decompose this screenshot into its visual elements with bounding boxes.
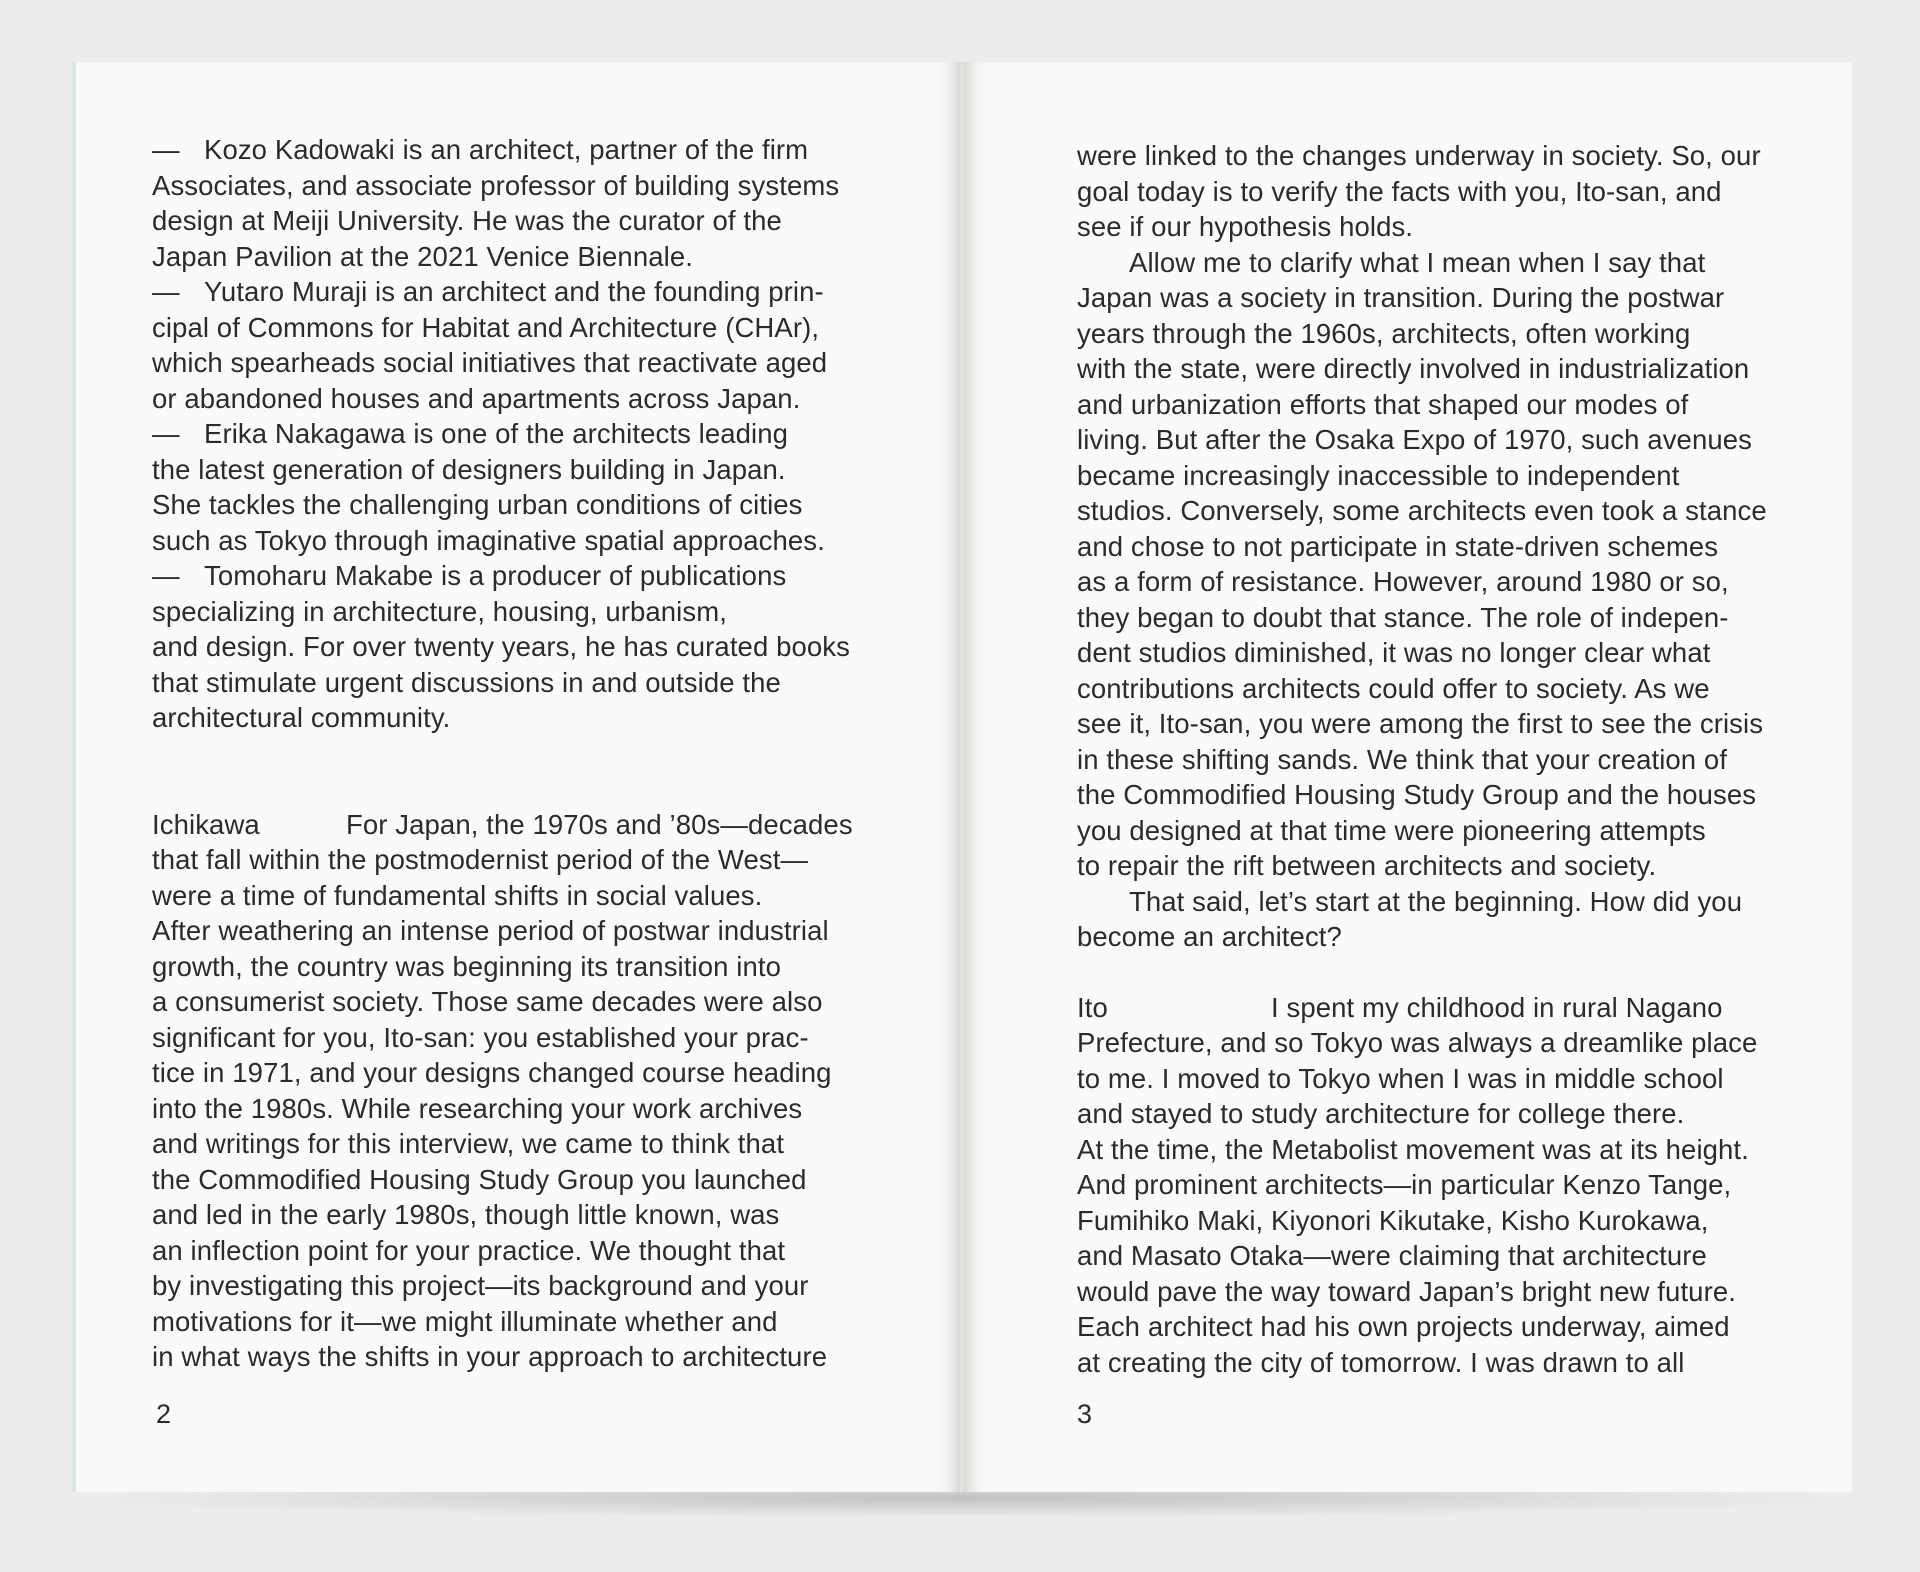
text-line: and writings for this interview, we came to think that <box>152 1128 785 1159</box>
text-line: studios. Conversely, some architects even took a stance <box>1077 495 1767 526</box>
bio-line: Yutaro Muraji is an architect and the founding prin- <box>204 276 824 307</box>
text-line: tice in 1971, and your designs changed course heading <box>152 1057 832 1088</box>
text-line: and stayed to study architecture for college there. <box>1077 1098 1685 1129</box>
section-gap <box>1077 955 1827 990</box>
bio-line: cipal of Commons for Habitat and Architecture (CHAr), <box>152 311 820 343</box>
text-line: see it, Ito-san, you were among the first to see the crisis <box>1077 708 1764 739</box>
em-dash-marker: — <box>152 134 180 165</box>
speaker-ichikawa: Ichikawa <box>152 808 260 840</box>
page-number-left: 2 <box>156 1399 172 1429</box>
text-line: living. But after the Osaka Expo of 1970, such avenues <box>1077 424 1752 455</box>
text-line: motivations for it—we might illuminate whether and <box>152 1305 778 1337</box>
text-line: they began to doubt that stance. The role of indepen- <box>1077 601 1729 633</box>
open-book <box>72 62 1852 1492</box>
bio-line: design at Meiji University. He was the curator of the <box>152 205 782 236</box>
text-line: in these shifting sands. We think that your creation of <box>1077 743 1728 775</box>
text-line: to repair the rift between architects and society. <box>1077 850 1657 881</box>
paragraph-continued <box>1077 138 1827 245</box>
bio-line: such as Tokyo through imaginative spatial approaches. <box>152 524 825 556</box>
text-line: to me. I moved to Tokyo when I was in middle school <box>1077 1062 1724 1094</box>
text-line: into the 1980s. While researching your work archives <box>152 1092 803 1124</box>
text-line: Japan was a society in transition. During the postwar <box>1077 282 1725 313</box>
ichikawa-entry <box>152 807 912 1375</box>
text-line: become an architect? <box>1077 921 1342 952</box>
bio-entry <box>152 274 912 416</box>
bio-line: Japan Pavilion at the 2021 Venice Biennale. <box>152 240 693 272</box>
text-line: as a form of resistance. However, around 1980 or so, <box>1077 566 1729 597</box>
text-line: At the time, the Metabolist movement was at its height. <box>1077 1133 1749 1165</box>
right-page-text <box>1077 138 1827 1380</box>
bio-line: and design. For over twenty years, he has curated books <box>152 631 850 662</box>
text-line: you designed at that time were pioneering attempts <box>1077 814 1706 846</box>
left-page <box>72 62 960 1492</box>
text-line: I spent my childhood in rural Nagano <box>1271 991 1723 1023</box>
bio-line: Erika Nakagawa is one of the architects leading <box>204 418 789 449</box>
paragraph-question <box>1077 884 1827 955</box>
text-line: and Masato Otaka—were claiming that architecture <box>1077 1240 1707 1271</box>
text-line: years through the 1960s, architects, often working <box>1077 317 1691 349</box>
text-line: For Japan, the 1970s and ’80s—decades <box>346 808 853 840</box>
ichikawa-text <box>152 809 853 1373</box>
em-dash-marker: — <box>152 418 180 449</box>
text-line: the Commodified Housing Study Group you launched <box>152 1163 807 1195</box>
text-line: became increasingly inaccessible to independent <box>1077 459 1680 491</box>
text-line: contributions architects could offer to society. As we <box>1077 672 1710 704</box>
text-line: and chose to not participate in state-driven schemes <box>1077 530 1719 562</box>
em-dash-marker: — <box>152 276 180 307</box>
text-line: would pave the way toward Japan’s bright new future. <box>1077 1275 1736 1307</box>
speaker-ito: Ito <box>1077 991 1108 1023</box>
bio-line: Tomoharu Makabe is a producer of publications <box>204 560 787 591</box>
page-number-right: 3 <box>1077 1399 1093 1429</box>
bio-line: Kozo Kadowaki is an architect, partner of the firm <box>204 134 809 165</box>
bio-line: architectural community. <box>152 702 451 733</box>
paragraph-clarify <box>1077 245 1827 884</box>
text-line: growth, the country was beginning its transition into <box>152 950 781 982</box>
ito-entry <box>1077 990 1827 1381</box>
contributor-bios <box>152 132 912 736</box>
text-line: at creating the city of tomorrow. I was drawn to all <box>1077 1346 1685 1378</box>
text-line: were linked to the changes underway in society. So, our <box>1077 140 1761 171</box>
ito-text <box>1077 992 1757 1378</box>
text-line: Fumihiko Maki, Kiyonori Kikutake, Kisho Kurokawa, <box>1077 1204 1709 1236</box>
bio-line: that stimulate urgent discussions in and outside the <box>152 666 781 698</box>
text-line: significant for you, Ito-san: you established your prac- <box>152 1021 809 1053</box>
text-line: by investigating this project—its background and your <box>152 1270 809 1301</box>
text-line: and urbanization efforts that shaped our modes of <box>1077 388 1689 420</box>
em-dash-marker: — <box>152 560 180 591</box>
text-line: were a time of fundamental shifts in social values. <box>152 879 763 911</box>
text-line: in what ways the shifts in your approach to architecture <box>152 1341 828 1372</box>
bio-entry <box>152 132 912 274</box>
text-line: with the state, were directly involved in industrialization <box>1077 353 1750 384</box>
bio-line: or abandoned houses and apartments across Japan. <box>152 382 801 414</box>
text-line: see if our hypothesis holds. <box>1077 211 1414 242</box>
bio-line: She tackles the challenging urban conditions of cities <box>152 489 803 520</box>
text-line: dent studios diminished, it was no longer clear what <box>1077 637 1711 668</box>
text-line: Prefecture, and so Tokyo was always a dreamlike place <box>1077 1027 1758 1058</box>
right-page <box>964 62 1852 1492</box>
text-line: After weathering an intense period of postwar industrial <box>152 915 829 946</box>
text-line: that fall within the postmodernist period of the West— <box>152 844 809 875</box>
bio-entry <box>152 558 912 736</box>
bio-line: the latest generation of designers building in Japan. <box>152 453 786 485</box>
section-gap <box>152 736 912 807</box>
text-line: goal today is to verify the facts with you, Ito-san, and <box>1077 175 1722 207</box>
bio-entry <box>152 416 912 558</box>
text-line: the Commodified Housing Study Group and the houses <box>1077 779 1757 810</box>
bio-line: specializing in architecture, housing, urbanism, <box>152 595 727 627</box>
left-page-text <box>152 132 912 1375</box>
text-line: an inflection point for your practice. We thought that <box>152 1234 786 1266</box>
bio-line: which spearheads social initiatives that reactivate aged <box>152 347 828 378</box>
text-line: and led in the early 1980s, though little known, was <box>152 1199 780 1230</box>
text-line: Allow me to clarify what I mean when I say that <box>1129 246 1706 278</box>
bio-line: Associates, and associate professor of building systems <box>152 169 840 201</box>
text-line: a consumerist society. Those same decades were also <box>152 986 823 1017</box>
text-line: Each architect had his own projects underway, aimed <box>1077 1311 1730 1342</box>
text-line: And prominent architects—in particular Kenzo Tange, <box>1077 1169 1732 1200</box>
text-line: That said, let’s start at the beginning. How did you <box>1129 885 1743 917</box>
